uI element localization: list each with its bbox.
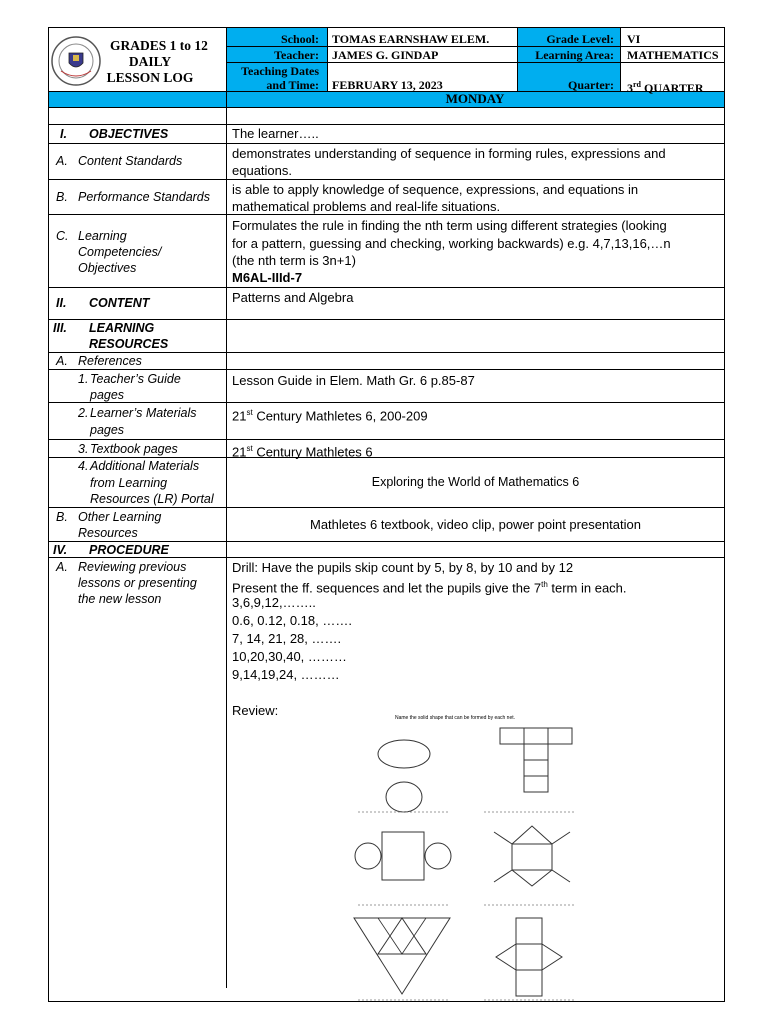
olr-label-2: Resources [78, 526, 138, 540]
tg-label-2: pages [90, 388, 125, 402]
olr-label-1: Other Learning [78, 510, 162, 524]
rev-label-3: the new lesson [78, 592, 162, 606]
am-value: Exploring the World of Mathematics 6 [371, 475, 580, 489]
tg-num: 1. [78, 372, 89, 386]
title-line-1: GRADES 1 to 12 [110, 38, 208, 53]
objectives-label: OBJECTIVES [89, 127, 169, 141]
perf-std-value: is able to apply knowledge of sequence, expressions, and equations in mathematical problems and real-life situations. [232, 182, 639, 214]
present-text: Present the ff. sequences and let the pupils give the 7th term in each. [232, 580, 627, 596]
grade-value: VI [627, 32, 641, 46]
lr-label-2: RESOURCES [89, 337, 169, 351]
rev-label-1: Reviewing previous [78, 560, 187, 574]
lr-label-1: LEARNING [89, 321, 155, 335]
sequence-4: 10,20,30,40, ……… [232, 649, 347, 664]
lm-num: 2. [78, 406, 89, 420]
sequence-2: 0.6, 0.12, 0.18, ……. [232, 613, 352, 628]
am-label-3: Resources (LR) Portal [90, 492, 214, 506]
comp-value-1: Formulates the rule in finding the nth term using different strategies (looking [232, 218, 667, 233]
am-label-2: from Learning [90, 476, 168, 490]
content-std-value: demonstrates understanding of sequence in forming rules, expressions and equations. [232, 146, 666, 178]
content-std-num: A. [56, 154, 68, 168]
teacher-value: JAMES G. GINDAP [332, 48, 439, 62]
lm-label-1: Learner’s Materials [90, 406, 197, 420]
ref-num: A. [56, 354, 68, 368]
teacher-label: Teacher: [274, 48, 319, 62]
dates-label-2: and Time: [266, 78, 319, 92]
proc-label: PROCEDURE [89, 543, 169, 557]
sequence-5: 9,14,19,24, ……… [232, 667, 340, 682]
ref-label: References [78, 354, 142, 368]
objectives-value: The learner….. [232, 126, 319, 141]
comp-code: M6AL-IIId-7 [232, 270, 303, 285]
content-value: Patterns and Algebra [232, 290, 354, 305]
quarter-value: 3rd QUARTER [627, 80, 704, 95]
objectives-num: I. [60, 127, 67, 141]
perf-std-label: Performance Standards [78, 190, 211, 204]
tg-label-1: Teacher’s Guide [90, 372, 181, 386]
review-label: Review: [232, 703, 279, 718]
olr-value: Mathletes 6 textbook, video clip, power point presentation [310, 517, 641, 532]
rev-num: A. [56, 560, 68, 574]
day-label: MONDAY [445, 91, 505, 106]
tb-label: Textbook pages [90, 442, 178, 456]
olr-num: B. [56, 510, 68, 524]
date-value: FEBRUARY 13, 2023 [332, 78, 443, 92]
drill-text: Drill: Have the pupils skip count by 5, by 8, by 10 and by 12 [232, 560, 574, 575]
content-num: II. [56, 296, 67, 310]
comp-value-2: for a pattern, guessing and checking, working backwards) e.g. 4,7,13,16,…n [232, 236, 671, 251]
title-line-2: DAILY [128, 54, 172, 69]
comp-label-2: Competencies/ [78, 245, 162, 259]
am-num: 4. [78, 459, 89, 473]
lr-num: III. [53, 321, 67, 335]
title-line-3: LESSON LOG [106, 70, 194, 85]
perf-std-num: B. [56, 190, 68, 204]
tb-num: 3. [78, 442, 89, 456]
comp-label-1: Learning [78, 229, 127, 243]
lm-value: 21st Century Mathletes 6, 200-209 [232, 408, 428, 424]
comp-num: C. [56, 229, 69, 243]
dates-label-1: Teaching Dates [241, 64, 319, 78]
rev-label-2: lessons or presenting [78, 576, 197, 590]
sequence-1: 3,6,9,12,…….. [232, 595, 316, 610]
area-label: Learning Area: [535, 48, 614, 62]
school-value: TOMAS EARNSHAW ELEM. [332, 32, 490, 46]
proc-num: IV. [53, 543, 68, 557]
content-std-label: Content Standards [78, 154, 183, 168]
comp-value-3: (the nth term is 3n+1) [232, 253, 356, 268]
am-label-1: Additional Materials [90, 459, 200, 473]
area-value: MATHEMATICS [627, 48, 719, 62]
quarter-label: Quarter: [568, 78, 614, 92]
content-label: CONTENT [89, 296, 150, 310]
comp-label-3: Objectives [78, 261, 137, 275]
nets-caption: Name the solid shape that can be formed by each net. [394, 715, 516, 721]
lm-label-2: pages [90, 423, 125, 437]
deped-seal-icon [51, 31, 101, 91]
tb-value: 21st Century Mathletes 6 [232, 444, 373, 460]
solid-nets-figure [344, 722, 584, 1004]
sequence-3: 7, 14, 21, 28, ……. [232, 631, 342, 646]
school-label: School: [280, 32, 319, 46]
grade-label: Grade Level: [546, 32, 614, 46]
tg-value: Lesson Guide in Elem. Math Gr. 6 p.85-87 [232, 373, 475, 388]
